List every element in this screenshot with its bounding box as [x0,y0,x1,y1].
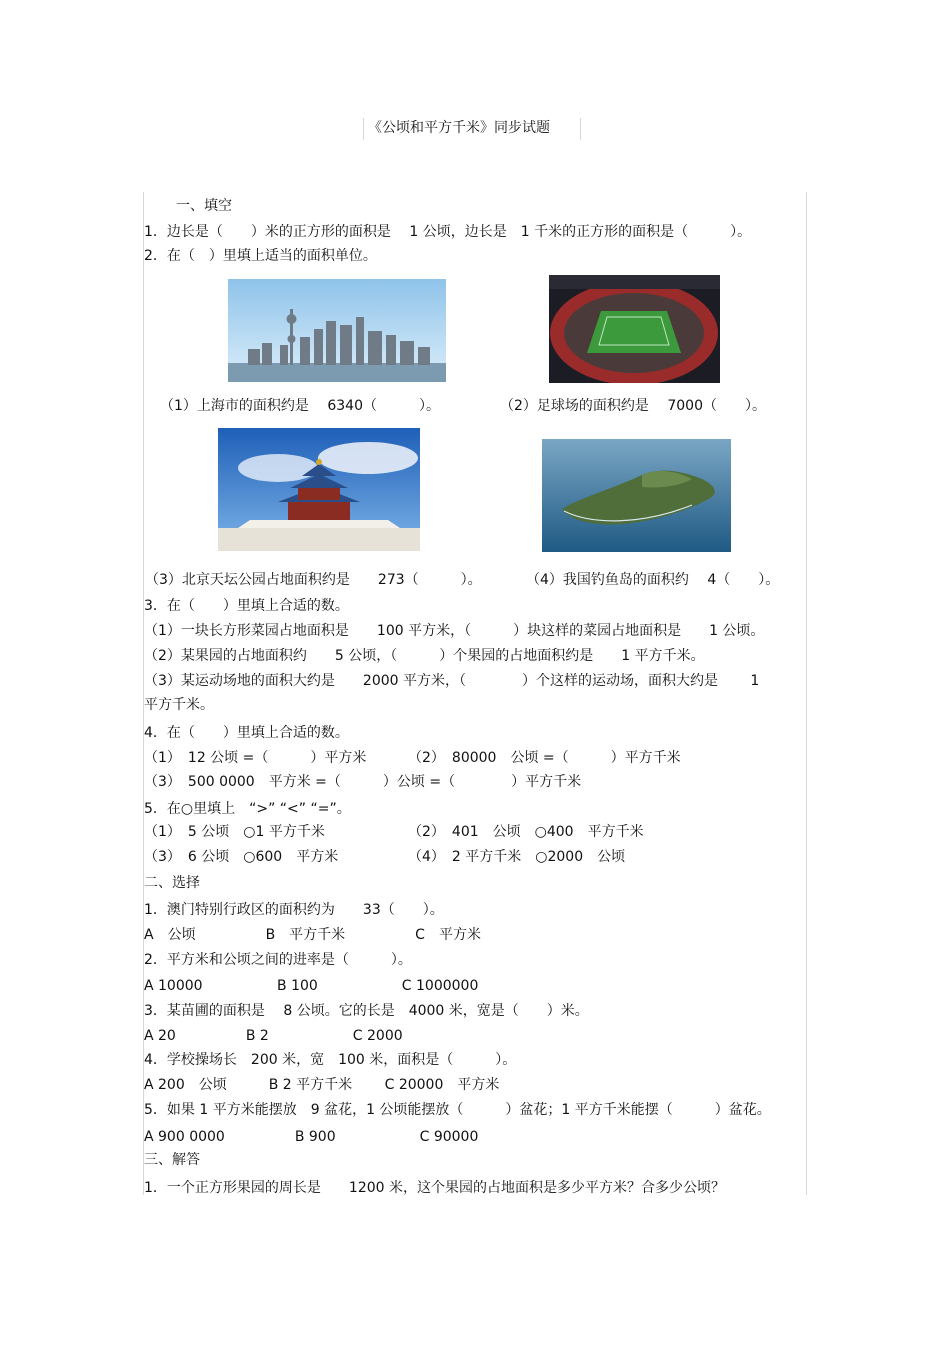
page-title: 《公顷和平方千米》同步试题 [368,120,550,136]
question-2-1-options: A 公顷 B 平方千米 C 平方米 [144,927,481,943]
question-1-3-part-3-cont: 平方千米。 [144,697,214,713]
question-1-2-part-1: （1）上海市的面积约是 6340（ ）。 [160,398,440,414]
diaoyu-island-image [542,439,731,552]
question-2-5-options: A 900 0000 B 900 C 90000 [144,1129,479,1145]
question-2-3-options: A 20 B 2 C 2000 [144,1028,403,1044]
question-1-2: 2．在（ ）里填上适当的面积单位。 [144,248,377,264]
section-heading-answer: 三、解答 [144,1152,200,1168]
question-2-1: 1．澳门特别行政区的面积约为 33（ ）。 [144,902,444,918]
question-1-2-part-2: （2）足球场的面积约是 7000（ ）。 [500,398,766,414]
temple-of-heaven-image [218,428,420,551]
question-1-5-part-2: （2） 401 公顷 ○400 平方千米 [408,824,644,840]
question-2-3: 3．某苗圃的面积是 8 公顷。它的长是 4000 米，宽是（ ）米。 [144,1003,589,1019]
question-2-5: 5．如果 1 平方米能摆放 9 盆花，1 公顷能摆放（ ）盆花；1 平方千米能摆（ ）盆花。 [144,1102,771,1118]
question-1-3-part-3: （3）某运动场地的面积大约是 2000 平方米，（ ）个这样的运动场，面积大约是 1 [144,673,760,689]
question-1-4: 4．在（ ）里填上合适的数。 [144,725,349,741]
section-heading-choice: 二、选择 [144,875,200,891]
football-stadium-image [549,275,720,383]
question-2-2-options: A 10000 B 100 C 1000000 [144,978,479,994]
title-divider-right [580,118,581,140]
question-1-5-part-3: （3） 6 公顷 ○600 平方米 [144,849,339,865]
question-2-4-options: A 200 公顷 B 2 平方千米 C 20000 平方米 [144,1077,500,1093]
question-1-4-part-2: （2） 80000 公顷 =（ ）平方千米 [408,750,681,766]
question-1-4-part-1: （1） 12 公顷 =（ ）平方米 [144,750,367,766]
question-1-5: 5．在○里填上 “>” “<” “=”。 [144,801,351,817]
right-margin-line [806,192,807,1195]
question-2-2: 2．平方米和公顷之间的进率是（ ）。 [144,952,412,968]
question-1-5-part-4: （4） 2 平方千米 ○2000 公顷 [408,849,626,865]
title-divider-left [363,118,364,140]
question-1-1: 1．边长是（ ）米的正方形的面积是 1 公顷，边长是 1 千米的正方形的面积是（ ）。 [144,224,752,240]
question-1-5-part-1: （1） 5 公顷 ○1 平方千米 [144,824,325,840]
question-1-3-part-1: （1）一块长方形菜园占地面积是 100 平方米，（ ）块这样的菜园占地面积是 1 公顷。 [144,623,765,639]
question-3-1: 1．一个正方形果园的周长是 1200 米，这个果园的占地面积是多少平方米？合多少公顷？ [144,1180,725,1196]
question-1-2-part-3: （3）北京天坛公园占地面积约是 273（ ）。 [145,572,482,588]
shanghai-skyline-image [228,279,446,382]
question-1-2-part-4: （4）我国钓鱼岛的面积约 4（ ）。 [526,572,780,588]
section-heading-fill: 一、填空 [176,198,232,214]
question-2-4: 4．学校操场长 200 米，宽 100 米，面积是（ ）。 [144,1052,517,1068]
question-1-4-part-3: （3） 500 0000 平方米 =（ ）公顷 =（ ）平方千米 [144,774,582,790]
question-1-3-part-2: （2）某果园的占地面积约 5 公顷，（ ）个果园的占地面积约是 1 平方千米。 [144,648,705,664]
question-1-3: 3．在（ ）里填上合适的数。 [144,598,349,614]
